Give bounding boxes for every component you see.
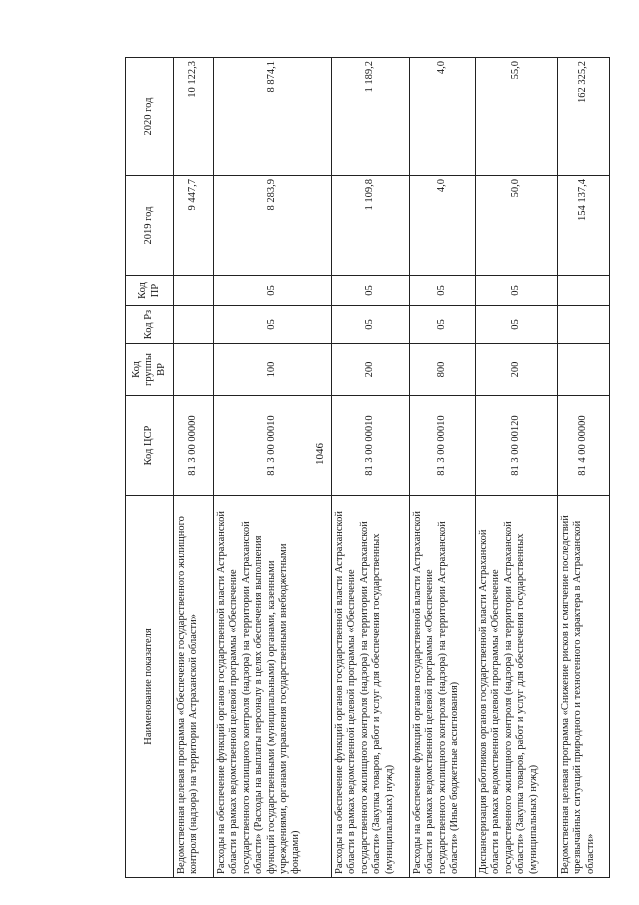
page-number-text: 1046 [313,443,326,465]
table-row [332,58,410,878]
row-2020: 8 874,1 [214,58,332,176]
row-name: Расходы на обеспечение функций органов государственной власти Астраханской области в рамках ведомственной целевой программы «Обеспечение государственного жилищного контроля (надзора) на территории Астраханской области» (Закупка товаров, работ и услуг для обеспечения государственных (муниципальных) нужд) [332,496,410,878]
table-container [125,58,596,878]
table-row [410,58,476,878]
table-row [476,58,558,878]
row-csr: 81 3 00 00120 [476,396,558,496]
header-name: Наименование показателя [126,496,174,878]
row-rz: 05 [332,306,410,344]
row-csr: 81 3 00 00010 [410,396,476,496]
row-rz [174,306,214,344]
header-2020: 2020 год [126,58,174,176]
row-pr: 05 [214,276,332,306]
row-vr: 100 [214,344,332,396]
header-rz: Код Рз [126,306,174,344]
header-vr: Код группы ВР [126,344,174,396]
budget-table [125,57,610,878]
row-rz: 05 [214,306,332,344]
row-name: Ведомственная целевая программа «Обеспечение государственного жилищного контроля (надзора) на территории Астраханской области» [174,496,214,878]
header-2019: 2019 год [126,176,174,276]
header-row [126,58,174,878]
table-row [214,58,332,878]
row-2019: 50,0 [476,176,558,276]
row-name: Расходы на обеспечение функций органов государственной власти Астраханской области в рамках ведомственной целевой программы «Обеспечение государственного жилищного контроля (надзора) на территории Астраханской области» (Иные бюджетные ассигнования) [410,496,476,878]
row-2020: 162 325,2 [558,58,610,176]
row-pr: 05 [410,276,476,306]
row-2020: 55,0 [476,58,558,176]
row-2020: 10 122,3 [174,58,214,176]
row-vr: 200 [332,344,410,396]
row-vr: 800 [410,344,476,396]
row-2020: 1 189,2 [332,58,410,176]
row-2019: 1 109,8 [332,176,410,276]
table-row [174,58,214,878]
row-2019: 154 137,4 [558,176,610,276]
row-pr: 05 [476,276,558,306]
row-vr: 200 [476,344,558,396]
row-2019: 9 447,7 [174,176,214,276]
row-name: Диспансеризация работников органов государственной власти Астраханской области в рамках ведомственной целевой программы «Обеспечение государственного жилищного контроля (надзора) на территории Астраханской области» (Закупка товаров, работ и услуг для обеспечения государственных (муниципальных) нужд) [476,496,558,878]
row-rz: 05 [476,306,558,344]
row-2020: 4,0 [410,58,476,176]
rotated-table-wrapper [125,58,596,878]
row-name: Расходы на обеспечение функций органов государственной власти Астраханской области в рамках ведомственной целевой программы «Обеспечение государственного жилищного контроля (надзора) на территории Астраханской области» (Расходы на выплаты персоналу в целях обеспечения выполнения функций государственными (муниципальными) органами, казенными учреждениями, органами управления государственными внебюджетными фондами) [214,496,332,878]
table-row [558,58,610,878]
row-vr [174,344,214,396]
row-pr [558,276,610,306]
row-2019: 4,0 [410,176,476,276]
row-csr: 81 3 00 00010 [332,396,410,496]
row-vr [558,344,610,396]
header-pr: Код ПР [126,276,174,306]
row-csr: 81 4 00 00000 [558,396,610,496]
row-csr: 81 3 00 00000 [174,396,214,496]
row-pr [174,276,214,306]
row-rz: 05 [410,306,476,344]
row-2019: 8 283,9 [214,176,332,276]
row-pr: 05 [332,276,410,306]
row-rz [558,306,610,344]
row-name: Ведомственная целевая программа «Снижение рисков и смягчение последствий чрезвычайных ситуаций природного и техногенного характера в Астраханской области» [558,496,610,878]
row-csr: 81 3 00 00010 [214,396,332,496]
header-csr: Код ЦСР [126,396,174,496]
